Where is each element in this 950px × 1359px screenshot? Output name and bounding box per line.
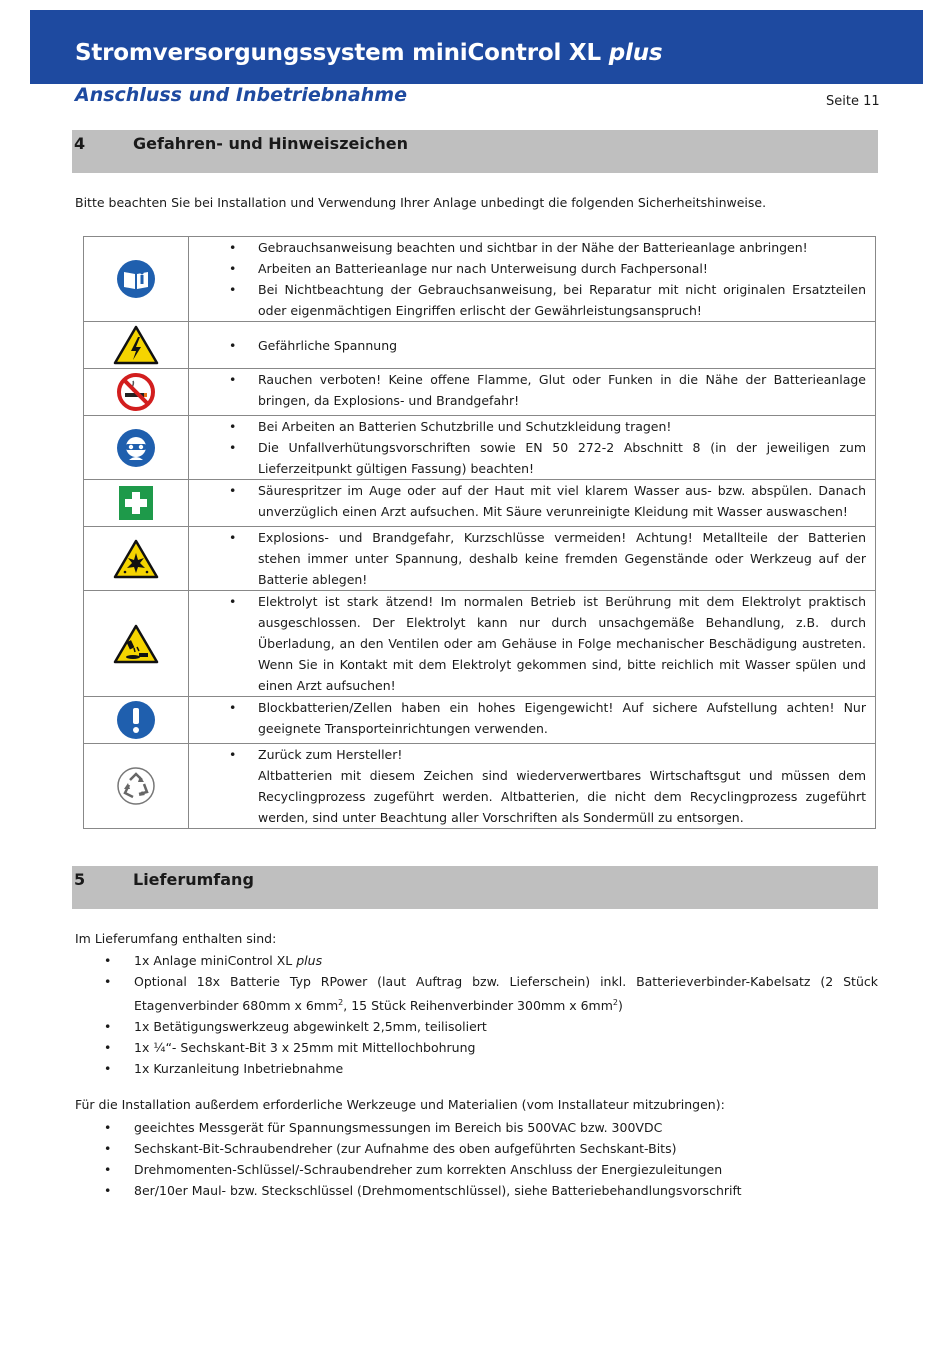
hazard-row [84, 591, 876, 697]
list-item: • Bei Arbeiten an Batterien Schutzbrille und Schutzkleidung tragen! [229, 416, 866, 437]
section-number: 4 [74, 134, 86, 153]
list-item: • Arbeiten an Batterieanlage nur nach Unterweisung durch Fachpersonal! [229, 258, 866, 279]
hazard-text [189, 480, 876, 527]
list-item: • 1x Betätigungswerkzeug abgewinkelt 2,5mm, teilisoliert [102, 1016, 878, 1037]
list-item: • Die Unfallverhütungsvorschriften sowie EN 50 272-2 Abschnitt 8 (in der jeweiligen zum Lieferzeitpunkt gültigen Fassung) beachten! [229, 437, 866, 479]
hazard-text [189, 697, 876, 744]
tools-intro: Für die Installation außerdem erforderliche Werkzeuge und Materialien (vom Installateur mitzubringen): [75, 1097, 725, 1112]
section-number: 5 [74, 870, 86, 889]
hazard-table [83, 236, 876, 829]
hazard-row [84, 322, 876, 369]
hazard-row [84, 480, 876, 527]
hazard-row [84, 697, 876, 744]
list-item: • Blockbatterien/Zellen haben ein hohes Eigengewicht! Auf sichere Aufstellung achten! Nur geeignete Transporteinrichtungen verwenden. [229, 697, 866, 739]
list-item: • Gefährliche Spannung [229, 335, 866, 356]
list-item: • Bei Nichtbeachtung der Gebrauchsanweisung, bei Reparatur mit nicht originalen Ersatzteilen oder eigenmächtigen Eingriffen erlischt der Gewährleistungsanspruch! [229, 279, 866, 321]
hazard-text [189, 591, 876, 697]
section-title: Lieferumfang [133, 870, 254, 889]
corrosive-icon [84, 591, 189, 697]
hazard-row [84, 369, 876, 416]
list-item: • Zurück zum Hersteller! [229, 744, 866, 765]
hazard-row [84, 527, 876, 591]
hazard-text [189, 369, 876, 416]
no-smoking-icon [84, 369, 189, 416]
list-item: • Drehmomenten-Schlüssel/-Schraubendreher zum korrekten Anschluss der Energiezuleitungen [102, 1159, 878, 1180]
list-item: • geeichtes Messgerät für Spannungsmessungen im Bereich bis 500VAC bzw. 300VDC [102, 1117, 878, 1138]
list-item: • Optional 18x Batterie Typ RPower (laut Auftrag bzw. Lieferschein) inkl. Batterieverbinder-Kabelsatz (2 Stück Etagenverbinder 680mm x $6mm^2$, 15 Stück Reihenverbinder 300mm x $6mm^2$) [102, 971, 878, 1016]
list-item: • 8er/10er Maul- bzw. Steckschlüssel (Drehmomentschlüssel), siehe Batteriebehandlungsvorschrift [102, 1180, 878, 1201]
list-item: • Elektrolyt ist stark ätzend! Im normalen Betrieb ist Berührung mit dem Elektrolyt praktisch ausgeschlossen. Der Elektrolyt kann nur durch unsachgemäße Behandlung, z.B. durch Überladung, an den Ventilen oder am Gehäuse in Folge mechanischer Beschädigung austreten. Wenn Sie in Kontakt mit dem Elektrolyt gekommen sind, bitte reichlich mit Wasser spülen und einen Arzt aufsuchen! [229, 591, 866, 696]
explosion-icon [84, 527, 189, 591]
hazard-text [189, 322, 876, 369]
hazard-text [189, 416, 876, 480]
hazard-text [189, 527, 876, 591]
hazard-row [84, 416, 876, 480]
list-item: • Explosions- und Brandgefahr, Kurzschlüsse vermeiden! Achtung! Metallteile der Batterien stehen immer unter Spannung, deshalb keine fremden Gegenstände oder Werkzeug auf der Batterie ablegen! [229, 527, 866, 590]
delivery-intro: Im Lieferumfang enthalten sind: [75, 931, 277, 946]
section-title: Gefahren- und Hinweiszeichen [133, 134, 408, 153]
page-number: Seite 11 [826, 94, 880, 109]
list-item: • 1x Kurzanleitung Inbetriebnahme [102, 1058, 878, 1079]
header-banner [30, 10, 923, 84]
tools-list [102, 1117, 878, 1201]
list-item: • 1x ¼“- Sechskant-Bit 3 x 25mm mit Mittellochbohrung [102, 1037, 878, 1058]
eye-protection-icon [84, 416, 189, 480]
list-item: • Sechskant-Bit-Schraubendreher (zur Aufnahme des oben aufgeführten Sechskant-Bits) [102, 1138, 878, 1159]
manual-icon [84, 237, 189, 322]
delivery-list [102, 950, 878, 1079]
list-item: • Säurespritzer im Auge oder auf der Haut mit viel klarem Wasser aus- bzw. abspülen. Danach unverzüglich einen Arzt aufsuchen. Mit Säure verunreinigte Kleidung mit Wasser auswaschen! [229, 480, 866, 522]
first-aid-icon [84, 480, 189, 527]
recycling-icon [84, 744, 189, 829]
list-item: • 1x Anlage miniControl XL plus [102, 950, 878, 971]
section-4-intro: Bitte beachten Sie bei Installation und Verwendung Ihrer Anlage unbedingt die folgenden Sicherheitshinweise. [75, 195, 767, 210]
section-4-heading [72, 130, 878, 173]
exclamation-icon [84, 697, 189, 744]
document-subtitle: Anschluss und Inbetriebnahme [75, 84, 407, 106]
hazard-row [84, 744, 876, 829]
list-item: • Rauchen verboten! Keine offene Flamme, Glut oder Funken in die Nähe der Batterieanlage bringen, da Explosions- und Brandgefahr! [229, 369, 866, 411]
document-title: Stromversorgungssystem miniControl XL plus [75, 40, 663, 66]
hazard-text [189, 237, 876, 322]
hazard-text [189, 744, 876, 829]
list-item: • Gebrauchsanweisung beachten und sichtbar in der Nähe der Batterieanlage anbringen! [229, 237, 866, 258]
section-5-heading [72, 866, 878, 909]
recycling-note: Altbatterien mit diesem Zeichen sind wiederverwertbares Wirtschaftsgut und müssen dem Recyclingprozess zugeführt werden. Altbatterien, die nicht dem Recyclingprozess zugeführt werden, sind unter Beachtung aller Vorschriften als Sondermüll zu entsorgen. [258, 768, 866, 825]
hazard-row [84, 237, 876, 322]
high-voltage-icon [84, 322, 189, 369]
